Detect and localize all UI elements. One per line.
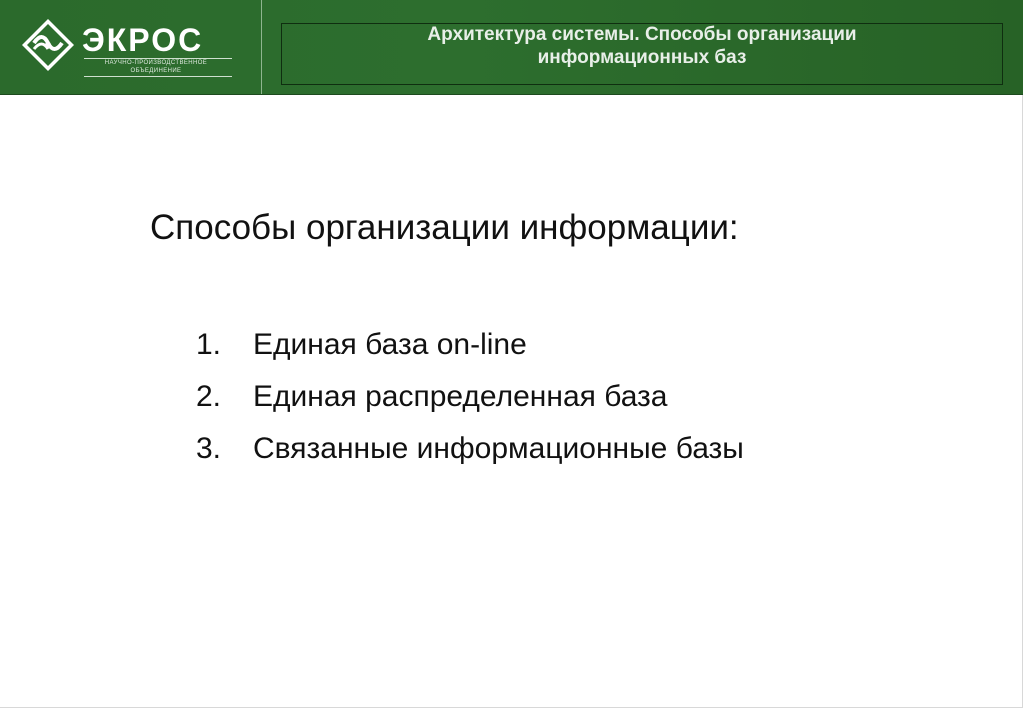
svg-text:ЭКРОС: ЭКРОС (82, 24, 204, 54)
logo-subtitle-line2: ОБЪЕДИНЕНИЕ (130, 68, 182, 74)
logo-subtitle-line1: НАУЧНО-ПРОИЗВОДСТВЕННОЕ (104, 60, 208, 66)
ekros-logo-icon (20, 17, 76, 73)
list-item-text: Единая база on-line (253, 328, 527, 361)
ekros-wordmark (82, 24, 238, 54)
logo-panel (0, 0, 262, 94)
logo-divider (84, 58, 232, 59)
content-heading: Способы организации информации: (150, 208, 739, 247)
slide-title-line1: Архитектура системы. Способы организации (427, 24, 857, 45)
slide-title-line2: информационных баз (537, 47, 747, 68)
numbered-list (196, 328, 744, 484)
slide-title (427, 23, 856, 69)
header-bar (0, 0, 1023, 95)
list-item-number: 1. (196, 328, 222, 361)
list-item-number: 2. (196, 380, 222, 413)
title-box (281, 23, 1003, 85)
list-item-text: Единая распределенная база (253, 380, 668, 413)
list-item (196, 432, 744, 484)
list-item (196, 380, 744, 432)
list-item (196, 328, 744, 380)
list-item-number: 3. (196, 432, 222, 465)
logo-divider (84, 76, 232, 77)
list-item-text: Связанные информационные базы (253, 432, 744, 465)
